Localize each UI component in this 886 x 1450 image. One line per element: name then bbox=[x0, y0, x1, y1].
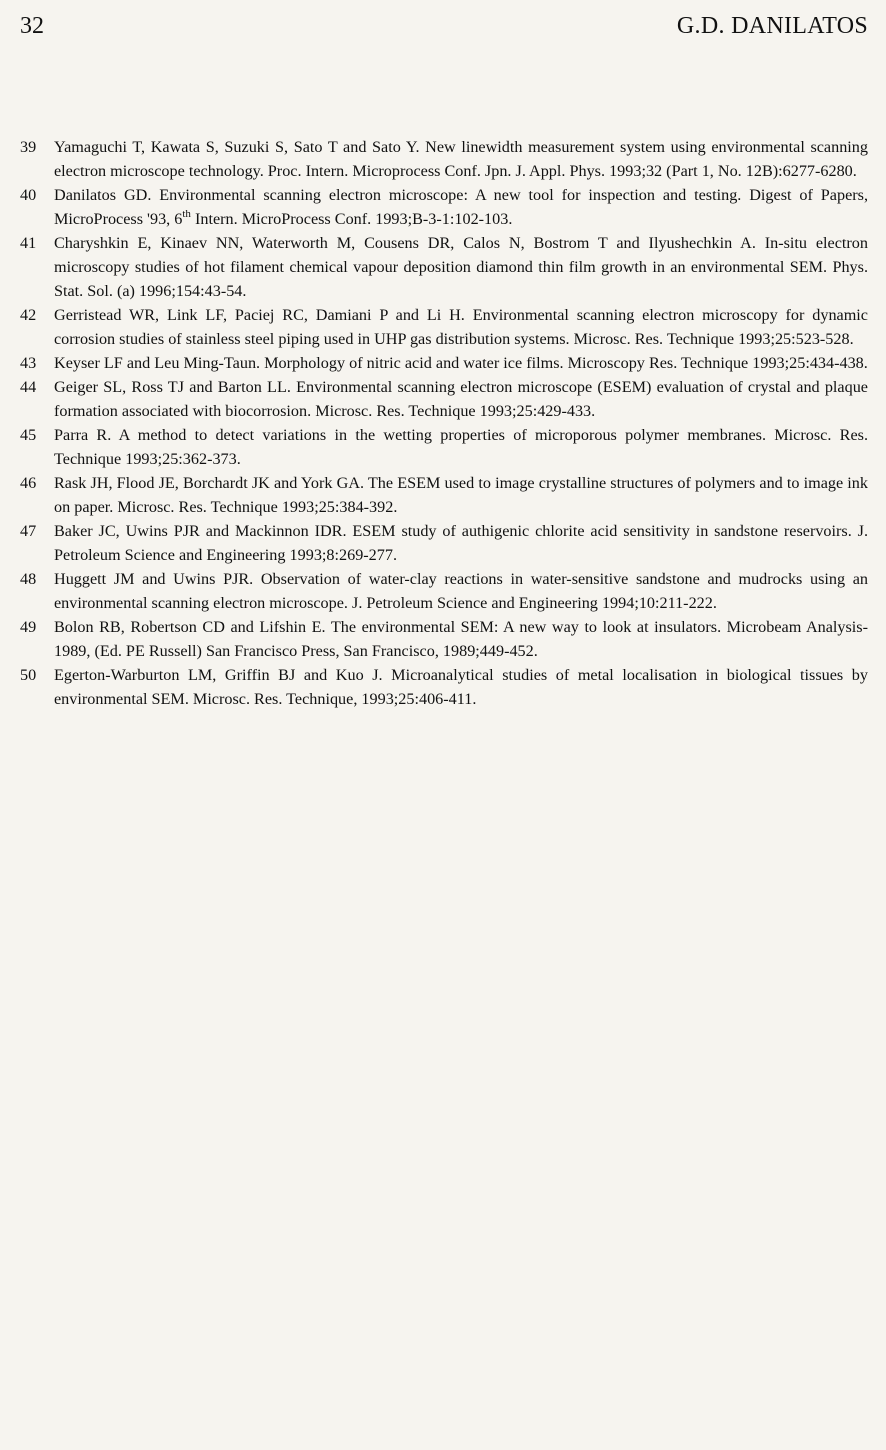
reference-item bbox=[20, 183, 868, 231]
ordinal-superscript: th bbox=[182, 207, 191, 220]
page-header bbox=[0, 10, 886, 44]
reference-item bbox=[20, 615, 868, 663]
reference-item bbox=[20, 567, 868, 615]
reference-number: 39 bbox=[20, 138, 37, 156]
reference-list bbox=[20, 135, 868, 711]
reference-item bbox=[20, 375, 868, 423]
reference-text: Rask JH, Flood JE, Borchardt JK and York GA. The ESEM used to image crystalline structures of polymers and to image ink on paper. Microsc. Res. Technique 1993;25:384-392. bbox=[54, 474, 868, 516]
reference-number: 40 bbox=[20, 186, 37, 204]
reference-number: 45 bbox=[20, 426, 37, 444]
running-head: G.D. DANILATOS bbox=[676, 13, 868, 39]
reference-text-part: Danilatos GD. Environmental scanning electron microscope: A new tool for inspection and testing. Digest of Papers, MicroProcess '93, 6 bbox=[54, 186, 868, 228]
reference-text: Huggett JM and Uwins PJR. Observation of water-clay reactions in water-sensitive sandstone and mudrocks using an environmental scanning electron microscope. J. Petroleum Science and Engineering 1994;10:211-222. bbox=[54, 570, 868, 612]
reference-item bbox=[20, 303, 868, 351]
reference-number: 43 bbox=[20, 354, 37, 372]
reference-text: Gerristead WR, Link LF, Paciej RC, Damiani P and Li H. Environmental scanning electron microscopy for dynamic corrosion studies of stainless steel piping used in UHP gas distribution systems. Microsc. Res. Technique 1993;25:523-528. bbox=[54, 306, 868, 348]
reference-number: 49 bbox=[20, 618, 37, 636]
reference-number: 42 bbox=[20, 306, 37, 324]
reference-text: Parra R. A method to detect variations in the wetting properties of microporous polymer membranes. Microsc. Res. Technique 1993;25:362-373. bbox=[54, 426, 868, 468]
reference-number: 46 bbox=[20, 474, 37, 492]
reference-text: Geiger SL, Ross TJ and Barton LL. Environmental scanning electron microscope (ESEM) evaluation of crystal and plaque formation associated with biocorrosion. Microsc. Res. Technique 1993;25:429-433. bbox=[54, 378, 868, 420]
reference-number: 48 bbox=[20, 570, 37, 588]
reference-text: Yamaguchi T, Kawata S, Suzuki S, Sato T and Sato Y. New linewidth measurement system using environmental scanning electron microscope technology. Proc. Intern. Microprocess Conf. Jpn. J. Appl. Phys. 1993;32 (Part 1, No. 12B):6277-6280. bbox=[54, 138, 868, 180]
reference-item bbox=[20, 351, 868, 375]
reference-number: 47 bbox=[20, 522, 37, 540]
reference-text: Baker JC, Uwins PJR and Mackinnon IDR. ESEM study of authigenic chlorite acid sensitivity in sandstone reservoirs. J. Petroleum Science and Engineering 1993;8:269-277. bbox=[54, 522, 868, 564]
reference-item bbox=[20, 663, 868, 711]
reference-number: 44 bbox=[20, 378, 37, 396]
reference-item bbox=[20, 519, 868, 567]
reference-text bbox=[54, 186, 868, 228]
reference-number: 50 bbox=[20, 666, 37, 684]
reference-item bbox=[20, 135, 868, 183]
reference-number: 41 bbox=[20, 234, 37, 252]
reference-text: Keyser LF and Leu Ming-Taun. Morphology of nitric acid and water ice films. Microscopy Res. Technique 1993;25:434-438. bbox=[54, 354, 868, 372]
reference-item bbox=[20, 231, 868, 303]
reference-text: Egerton-Warburton LM, Griffin BJ and Kuo J. Microanalytical studies of metal localisation in biological tissues by environmental SEM. Microsc. Res. Technique, 1993;25:406-411. bbox=[54, 666, 868, 708]
reference-item bbox=[20, 471, 868, 519]
page-number: 32 bbox=[20, 13, 44, 39]
reference-text: Bolon RB, Robertson CD and Lifshin E. The environmental SEM: A new way to look at insulators. Microbeam Analysis-1989, (Ed. PE Russell) San Francisco Press, San Francisco, 1989;449-452. bbox=[54, 618, 868, 660]
reference-text: Charyshkin E, Kinaev NN, Waterworth M, Cousens DR, Calos N, Bostrom T and Ilyushechkin A. In-situ electron microscopy studies of hot filament chemical vapour deposition diamond thin film growth in an environmental SEM. Phys. Stat. Sol. (a) 1996;154:43-54. bbox=[54, 234, 868, 300]
reference-text-part: Intern. MicroProcess Conf. 1993;B-3-1:102-103. bbox=[190, 210, 513, 228]
reference-item bbox=[20, 423, 868, 471]
